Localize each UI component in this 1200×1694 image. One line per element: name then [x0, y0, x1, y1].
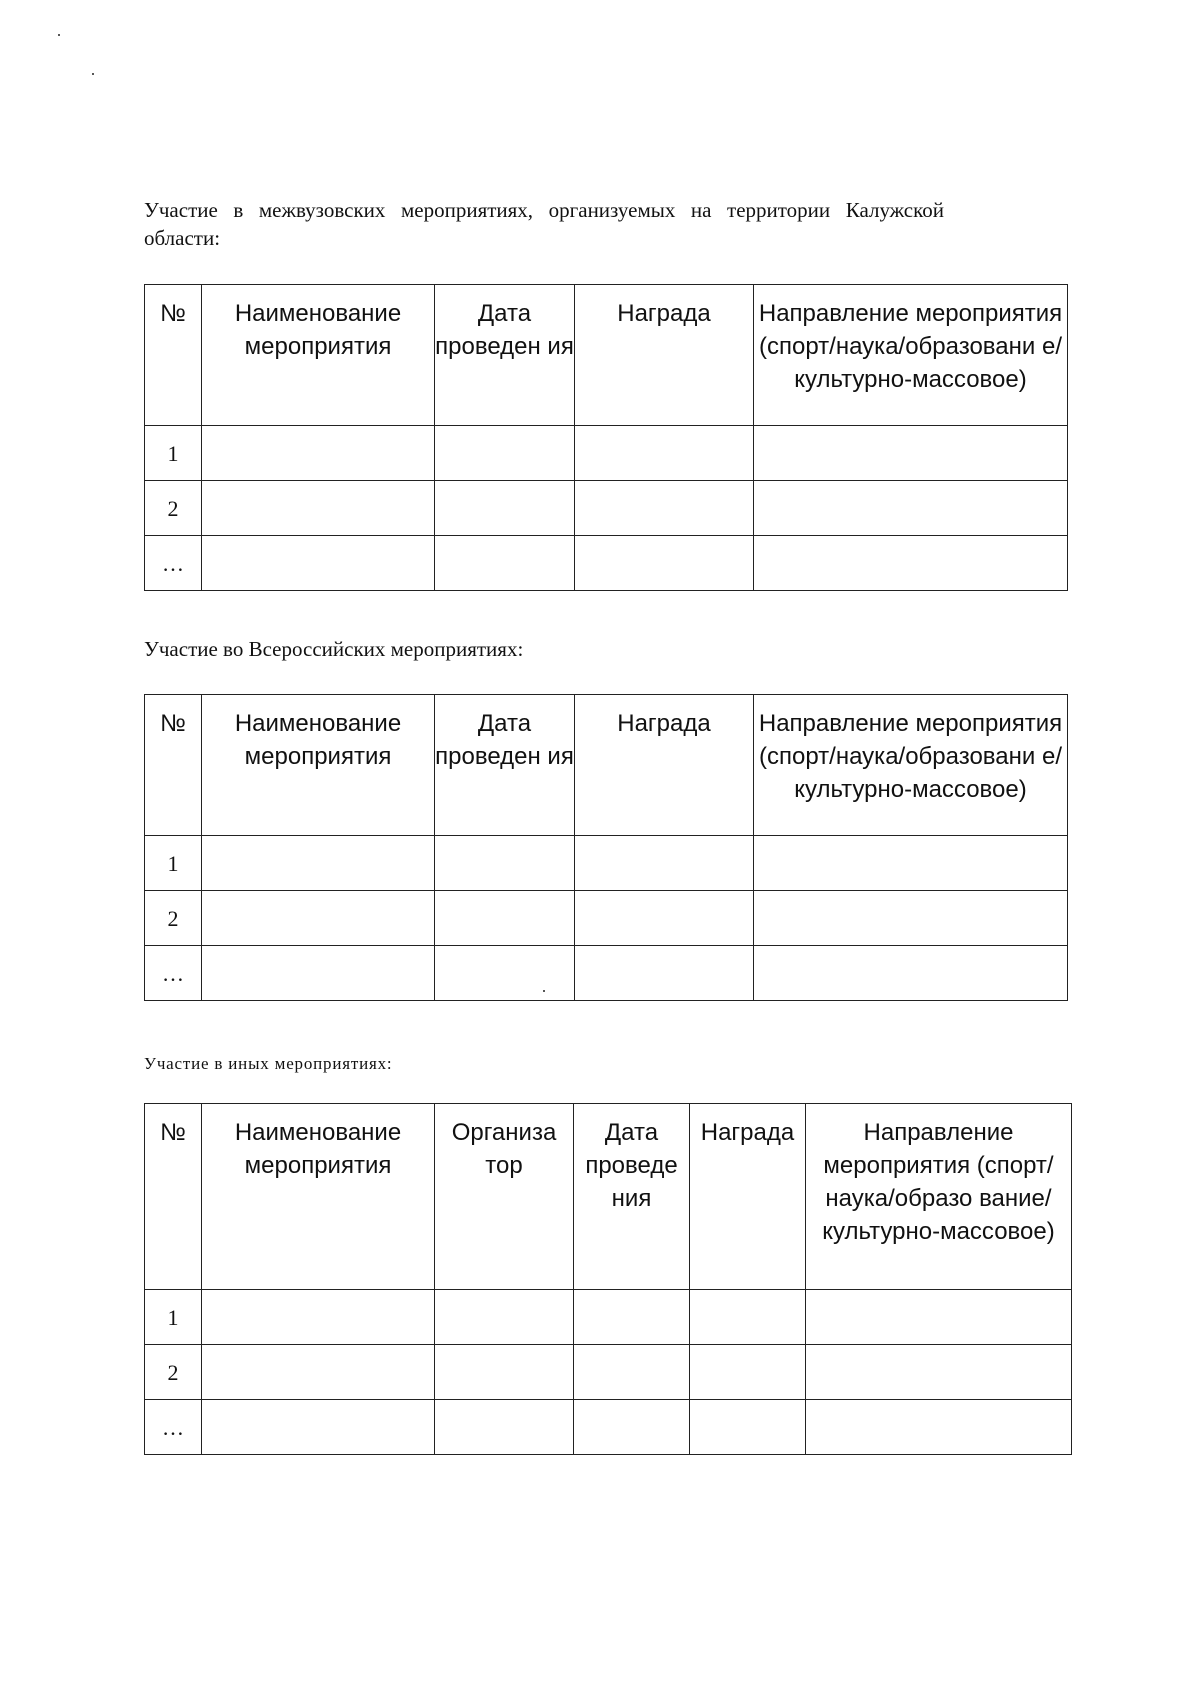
cell-date[interactable]	[435, 536, 575, 591]
other-events-table	[144, 1103, 1072, 1455]
header-award: Награда	[575, 285, 754, 426]
cell-award[interactable]	[575, 426, 754, 481]
header-event-name: Наименование мероприятия	[202, 695, 435, 836]
section-3-caption: Участие в иных мероприятиях:	[144, 1054, 393, 1073]
cell-direction[interactable]	[754, 891, 1068, 946]
cell-direction[interactable]	[754, 536, 1068, 591]
cell-event-name[interactable]	[202, 836, 435, 891]
cell-direction[interactable]	[754, 426, 1068, 481]
cell-award[interactable]	[575, 836, 754, 891]
cell-date[interactable]	[435, 836, 575, 891]
table-header-row	[145, 695, 1068, 836]
row-number: …	[145, 1400, 202, 1455]
cell-direction[interactable]	[754, 946, 1068, 1001]
table-row	[145, 946, 1068, 1001]
cell-event-name[interactable]	[202, 536, 435, 591]
cell-date[interactable]	[435, 426, 575, 481]
header-award: Награда	[575, 695, 754, 836]
cell-date[interactable]	[435, 891, 575, 946]
header-event-name: Наименование мероприятия	[202, 1104, 435, 1290]
table-row	[145, 1400, 1072, 1455]
section-2-caption: Участие во Всероссийских мероприятиях:	[144, 637, 524, 661]
section-1-caption: Участие в межвузовских мероприятиях, организуемых на территории Калужской области:	[144, 198, 944, 250]
cell-award[interactable]	[575, 481, 754, 536]
cell-direction[interactable]	[806, 1290, 1072, 1345]
cell-event-name[interactable]	[202, 426, 435, 481]
cell-organizer[interactable]	[435, 1345, 574, 1400]
scan-speck	[92, 73, 94, 75]
cell-organizer[interactable]	[435, 1400, 574, 1455]
table-row	[145, 1345, 1072, 1400]
table-row	[145, 836, 1068, 891]
interuniversity-events-table	[144, 284, 1068, 591]
cell-date[interactable]	[574, 1290, 690, 1345]
header-direction: Направление мероприятия (спорт/наука/образовани е/культурно-массовое)	[754, 285, 1068, 426]
header-direction: Направление мероприятия (спорт/наука/образовани е/культурно-массовое)	[754, 695, 1068, 836]
cell-direction[interactable]	[806, 1400, 1072, 1455]
header-number: №	[145, 695, 202, 836]
cell-award[interactable]	[690, 1400, 806, 1455]
table-row	[145, 481, 1068, 536]
row-number: 2	[145, 891, 202, 946]
header-event-name: Наименование мероприятия	[202, 285, 435, 426]
table-row	[145, 1290, 1072, 1345]
header-number: №	[145, 285, 202, 426]
row-number: 1	[145, 1290, 202, 1345]
cell-award[interactable]	[575, 946, 754, 1001]
table-header-row	[145, 285, 1068, 426]
cell-direction[interactable]	[754, 836, 1068, 891]
table-row	[145, 891, 1068, 946]
cell-event-name[interactable]	[202, 946, 435, 1001]
cell-date[interactable]	[435, 481, 575, 536]
cell-event-name[interactable]	[202, 1290, 435, 1345]
table-row	[145, 426, 1068, 481]
all-russian-events-table	[144, 694, 1068, 1001]
scan-speck	[58, 34, 60, 36]
row-number: …	[145, 946, 202, 1001]
row-number: …	[145, 536, 202, 591]
row-number: 1	[145, 426, 202, 481]
header-organizer: Организа тор	[435, 1104, 574, 1290]
row-number: 2	[145, 481, 202, 536]
cell-event-name[interactable]	[202, 891, 435, 946]
header-date: Дата проведе ния	[574, 1104, 690, 1290]
cell-award[interactable]	[575, 536, 754, 591]
cell-event-name[interactable]	[202, 1400, 435, 1455]
table-row	[145, 536, 1068, 591]
cell-direction[interactable]	[754, 481, 1068, 536]
cell-organizer[interactable]	[435, 1290, 574, 1345]
cell-date[interactable]	[574, 1345, 690, 1400]
cell-date[interactable]	[574, 1400, 690, 1455]
cell-event-name[interactable]	[202, 481, 435, 536]
header-number: №	[145, 1104, 202, 1290]
header-direction: Направление мероприятия (спорт/наука/образо вание/культурно-массовое)	[806, 1104, 1072, 1290]
cell-award[interactable]	[690, 1345, 806, 1400]
cell-award[interactable]	[690, 1290, 806, 1345]
cell-direction[interactable]	[806, 1345, 1072, 1400]
table-header-row	[145, 1104, 1072, 1290]
cell-award[interactable]	[575, 891, 754, 946]
header-award: Награда	[690, 1104, 806, 1290]
row-number: 2	[145, 1345, 202, 1400]
header-date: Дата проведен ия	[435, 285, 575, 426]
header-date: Дата проведен ия	[435, 695, 575, 836]
row-number: 1	[145, 836, 202, 891]
cell-date[interactable]	[435, 946, 575, 1001]
cell-event-name[interactable]	[202, 1345, 435, 1400]
